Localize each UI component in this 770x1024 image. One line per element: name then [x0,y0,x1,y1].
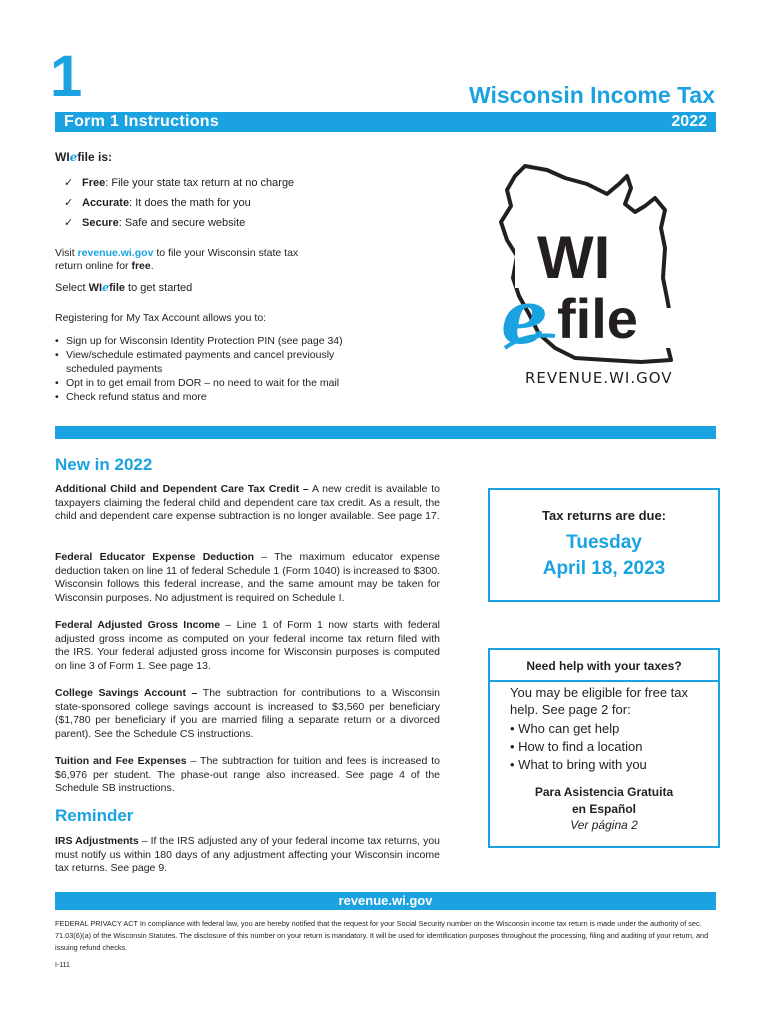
footer-site-link[interactable]: revenue.wi.gov [55,892,716,910]
register-intro: Registering for My Tax Account allows you to: [55,312,267,324]
list-item: • What to bring with you [510,756,647,774]
wiefile-wordmark: WIefile [55,150,95,164]
checkmark-icon: ✓ [64,217,74,229]
list-item: • How to find a location [510,738,647,756]
due-date: April 18, 2023 [542,558,666,579]
checkmark-icon: ✓ [64,197,74,209]
due-day: Tuesday [566,532,642,553]
due-date-box [488,488,720,602]
new-item-federal-agi: Federal Adjusted Gross Income – Line 1 of Form 1 now starts with federal adjusted gross income as computed on your federal income tax return filed with the IRS. Your federal adjusted gross income for Wisconsin purposes is computed on line 3 of Form 1. See page 13. [55,619,440,672]
svg-text:REVENUE.WI.GOV: REVENUE.WI.GOV [525,369,673,387]
new-item-tuition-fees: Tuition and Fee Expenses – The subtraction for tuition and fees is increased to $6,976 per student. The phase-out range also increased. See page 4 of the Schedule SB instructions. [55,755,440,794]
page-title: Wisconsin Income Tax [468,82,715,108]
register-list [55,334,385,404]
spanish-page-ref: Ver página 2 [570,818,638,832]
svg-text:e: e [501,275,549,361]
section-divider [55,426,716,439]
new-item-educator-deduction: Federal Educator Expense Deduction – The maximum educator expense deduction taken on line 11 of federal Schedule 1 (Form 1040) is increased to $300. Wisconsin follows this federal increase, and the same amount may be taken for Wisconsin purposes. No adjustment is required on Schedule I. [55,551,440,604]
title-bar [55,112,716,132]
benefit-accurate: ✓ Accurate: It does the math for you [64,197,251,209]
reminder-heading: Reminder [55,806,134,825]
new-item-college-savings: College Savings Account – The subtraction for contributions to a Wisconsin state-sponsored college savings account is increased to $3,560 per beneficiary ($1,780 per beneficiary if you are married filing a separate return or a divorced parent). See the Schedule CS instructions. [55,687,440,740]
list-item: • Check refund status and more [55,390,385,404]
help-list [510,720,647,774]
benefit-secure: ✓ Secure: Safe and secure website [64,217,246,229]
list-item: • Opt in to get email from DOR – no need to wait for the mail [55,376,385,390]
new-item-child-care-credit: Additional Child and Dependent Care Tax Credit – A new credit is available to taxpayers claiming the federal child and dependent care tax credit. As a result, the child and dependent care expense subtraction is no longer available. See page 17. [55,483,440,522]
visit-text: Visit revenue.wi.gov to file your Wisconsin state tax return online for free. [55,247,299,272]
due-label: Tax returns are due: [541,508,667,523]
wiefile-wordmark: WIefile [88,281,125,294]
reminder-irs-adjustments: IRS Adjustments – If the IRS adjusted any of your federal income tax returns, you must notify us within 180 days of any adjustment affecting your Wisconsin income tax returns. See page 9. [55,835,441,874]
privacy-act-notice: FEDERAL PRIVACY ACT In compliance with federal law, you are hereby notified that the request for your Social Security number on the Wisconsin income tax return is made under the authority of sec. 71.03(6)(a) of the Wisconsin Statutes. The disclosure of this number on your return is mandatory. It will be used for identification purposes throughout the processing, filing and auditing of your return, and issuing refund checks. [55,919,709,952]
help-heading: Need help with your taxes? [490,650,718,682]
svg-text:file: file [557,287,638,350]
tax-help-box [488,648,720,848]
list-item: • Who can get help [510,720,647,738]
svg-text:WI: WI [537,224,611,291]
form-id: I-111 [55,962,70,969]
list-item: • View/schedule estimated payments and cancel previously scheduled payments [55,348,385,376]
wiefile-heading: WIefile is: [55,150,113,164]
select-wiefile-text: Select WIefile to get started [55,281,193,294]
wiefile-logo [495,148,695,393]
spanish-help-heading: Para Asistencia Gratuita en Español [534,785,674,816]
form-number: 1 [50,44,83,109]
list-item: • Sign up for Wisconsin Identity Protection PIN (see page 34) [55,334,385,348]
new-in-2022-heading: New in 2022 [55,455,153,474]
wisconsin-map-icon [495,148,695,393]
tax-year: 2022 [671,113,707,130]
benefit-free: ✓ Free: File your state tax return at no charge [64,177,295,189]
help-eligible-text: You may be eligible for free tax help. See page 2 for: [510,685,689,717]
checkmark-icon: ✓ [64,177,74,189]
revenue-link[interactable]: revenue.wi.gov [77,247,154,259]
form-subtitle: Form 1 Instructions [64,113,220,130]
